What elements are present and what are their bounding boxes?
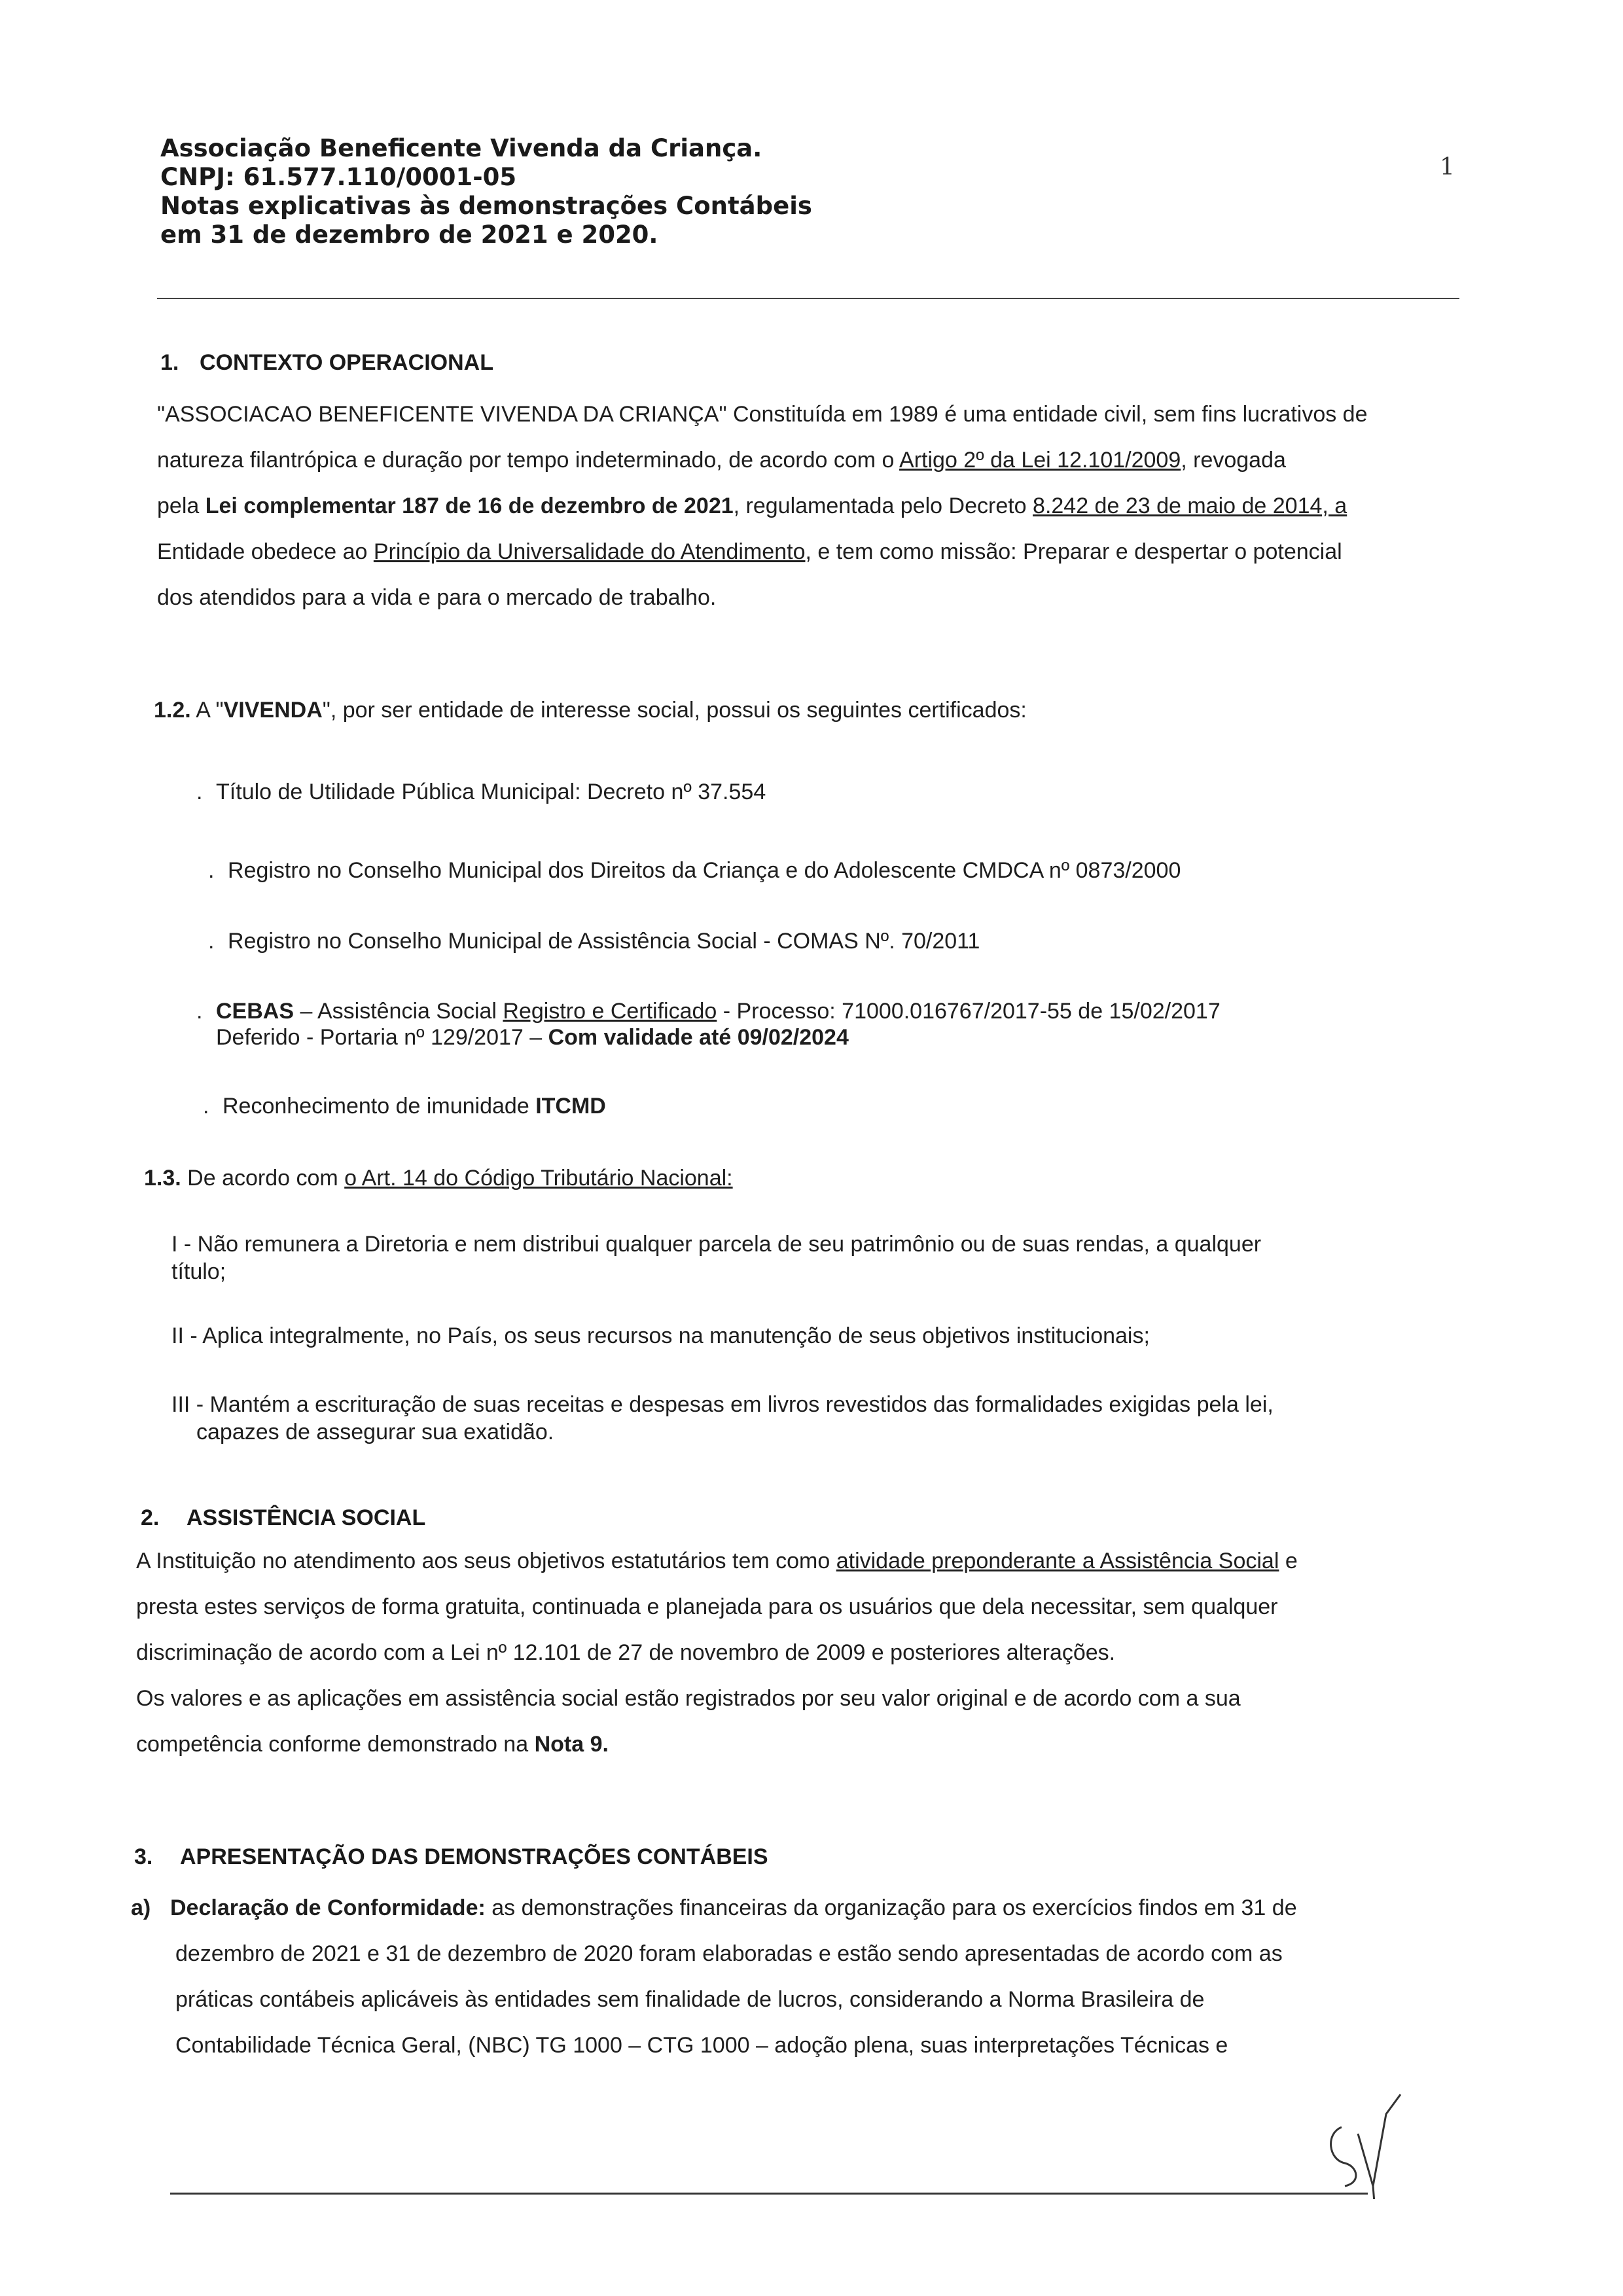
section-2-heading: [141, 1505, 425, 1531]
item-a-label: a): [131, 1895, 151, 1920]
handwritten-initials: [1322, 2088, 1414, 2199]
header-divider: [157, 298, 1459, 299]
section-3-number: 3.: [134, 1844, 153, 1869]
certificate-item: . Título de Utilidade Pública Municipal: Decreto nº 37.554: [196, 780, 766, 804]
section-1-3-intro: 1.3. De acordo com o Art. 14 do Código Tributário Nacional:: [144, 1166, 733, 1191]
section-1-2-number: 1.2.: [154, 698, 191, 723]
section-3-heading: [134, 1844, 768, 1870]
certificate-item: . Registro no Conselho Municipal de Assistência Social - COMAS Nº. 70/2011: [208, 929, 980, 954]
universality-principle: Princípio da Universalidade do Atendimento: [373, 539, 806, 564]
section-1-number: 1.: [160, 350, 179, 375]
ctn-article-link: o Art. 14 do Código Tributário Nacional:: [344, 1166, 733, 1191]
ctn-item-ii: II - Aplica integralmente, no País, os seus recursos na manutenção de seus objetivos institucionais;: [171, 1323, 1150, 1348]
section-1-3-number: 1.3.: [144, 1166, 181, 1191]
section-1-2-intro: 1.2. A "VIVENDA", por ser entidade de interesse social, possui os seguintes certificados:: [154, 698, 1027, 723]
cebas-validity: Com validade até 09/02/2024: [548, 1025, 849, 1050]
page-number: 1: [1440, 154, 1455, 181]
section-2-title: ASSISTÊNCIA SOCIAL: [187, 1505, 426, 1530]
cnpj: CNPJ: 61.577.110/0001-05: [160, 163, 517, 191]
ctn-item-i: I - Não remunera a Diretoria e nem distribui qualquer parcela de seu patrimônio ou de suas rendas, a qualquer título;: [171, 1232, 1262, 1284]
section-2-body: A Instituição no atendimento aos seus objetivos estatutários tem como atividade preponderante a Assistência Social e presta estes serviços de forma gratuita, continuada e planejada para os usuários que dela necessitar, sem qualquer discriminação de acordo com a Lei nº 12.101 de 27 de novembro de 2009 e posteriores alterações. Os valores e as aplicações em assistência social estão registrados por seu valor original e de acordo com a sua competência conforme demonstrado na Nota 9.: [136, 1549, 1298, 1757]
itcmd-label: ITCMD: [535, 1094, 606, 1119]
section-3-title: APRESENTAÇÃO DAS DEMONSTRAÇÕES CONTÁBEIS: [180, 1844, 768, 1869]
decree-reference: 8.242 de 23 de maio de 2014, a: [1033, 493, 1347, 518]
cebas-registration-link: Registro e Certificado: [503, 999, 717, 1024]
law-reference-link: Artigo 2º da Lei 12.101/2009: [899, 448, 1181, 473]
section-1-line-5: dos atendidos para a vida e para o mercado de trabalho.: [157, 585, 717, 610]
complementary-law: Lei complementar 187 de 16 de dezembro de 2021: [205, 493, 734, 518]
conformity-statement-label: Declaração de Conformidade:: [170, 1895, 486, 1920]
section-1-line-4: Entidade obedece ao Princípio da Universalidade do Atendimento, e tem como missão: Preparar e despertar o potencial: [157, 539, 1342, 564]
certificate-item: . Registro no Conselho Municipal dos Direitos da Criança e do Adolescente CMDCA nº 0873/2000: [208, 858, 1181, 883]
section-3-body: a) Declaração de Conformidade: as demonstrações financeiras da organização para os exercícios findos em 31 de dezembro de 2021 e 31 de dezembro de 2020 foram elaboradas e estão sendo apresentadas de acordo com as práticas contábeis aplicáveis às entidades sem finalidade de lucros, considerando a Norma Brasileira de Contabilidade Técnica Geral, (NBC) TG 1000 – CTG 1000 – adoção plena, suas interpretações Técnicas e: [131, 1885, 1446, 2068]
section-1-line-1: "ASSOCIACAO BENEFICENTE VIVENDA DA CRIANÇA" Constituída em 1989 é uma entidade civil, sem fins lucrativos de: [157, 402, 1368, 427]
footer-divider: [170, 2193, 1368, 2195]
note-9-reference: Nota 9.: [534, 1732, 609, 1757]
section-1-line-3: pela Lei complementar 187 de 16 de dezembro de 2021, regulamentada pelo Decreto 8.242 de 23 de maio de 2014, a: [157, 493, 1347, 518]
cebas-label: CEBAS: [216, 999, 294, 1024]
section-2-number: 2.: [141, 1505, 160, 1530]
predominant-activity-link: atividade preponderante a Assistência Social: [836, 1549, 1279, 1573]
section-1-title: CONTEXTO OPERACIONAL: [200, 350, 493, 375]
certificate-item: . Reconhecimento de imunidade ITCMD: [203, 1094, 606, 1119]
vivenda-name: VIVENDA: [223, 698, 323, 723]
section-1-heading: [160, 350, 493, 376]
ctn-item-iii: III - Mantém a escrituração de suas receitas e despesas em livros revestidos das formalidades exigidas pela lei, capazes de assegurar sua exatidão.: [171, 1392, 1274, 1444]
document-period: em 31 de dezembro de 2021 e 2020.: [160, 221, 658, 249]
section-1-line-2: natureza filantrópica e duração por tempo indeterminado, de acordo com o Artigo 2º da Lei 12.101/2009, revogada: [157, 448, 1286, 473]
section-1-body: [157, 391, 1459, 620]
document-title: Notas explicativas às demonstrações Contábeis: [160, 192, 812, 220]
certificate-item-cebas: . CEBAS – Assistência Social Registro e Certificado - Processo: 71000.016767/2017-55 de 15/02/2017 Deferido - Portaria nº 129/2017 – Com validade até 09/02/2024: [196, 999, 1221, 1050]
org-name: Associação Beneficente Vivenda da Criança.: [160, 134, 762, 162]
document-header: [160, 134, 1142, 249]
